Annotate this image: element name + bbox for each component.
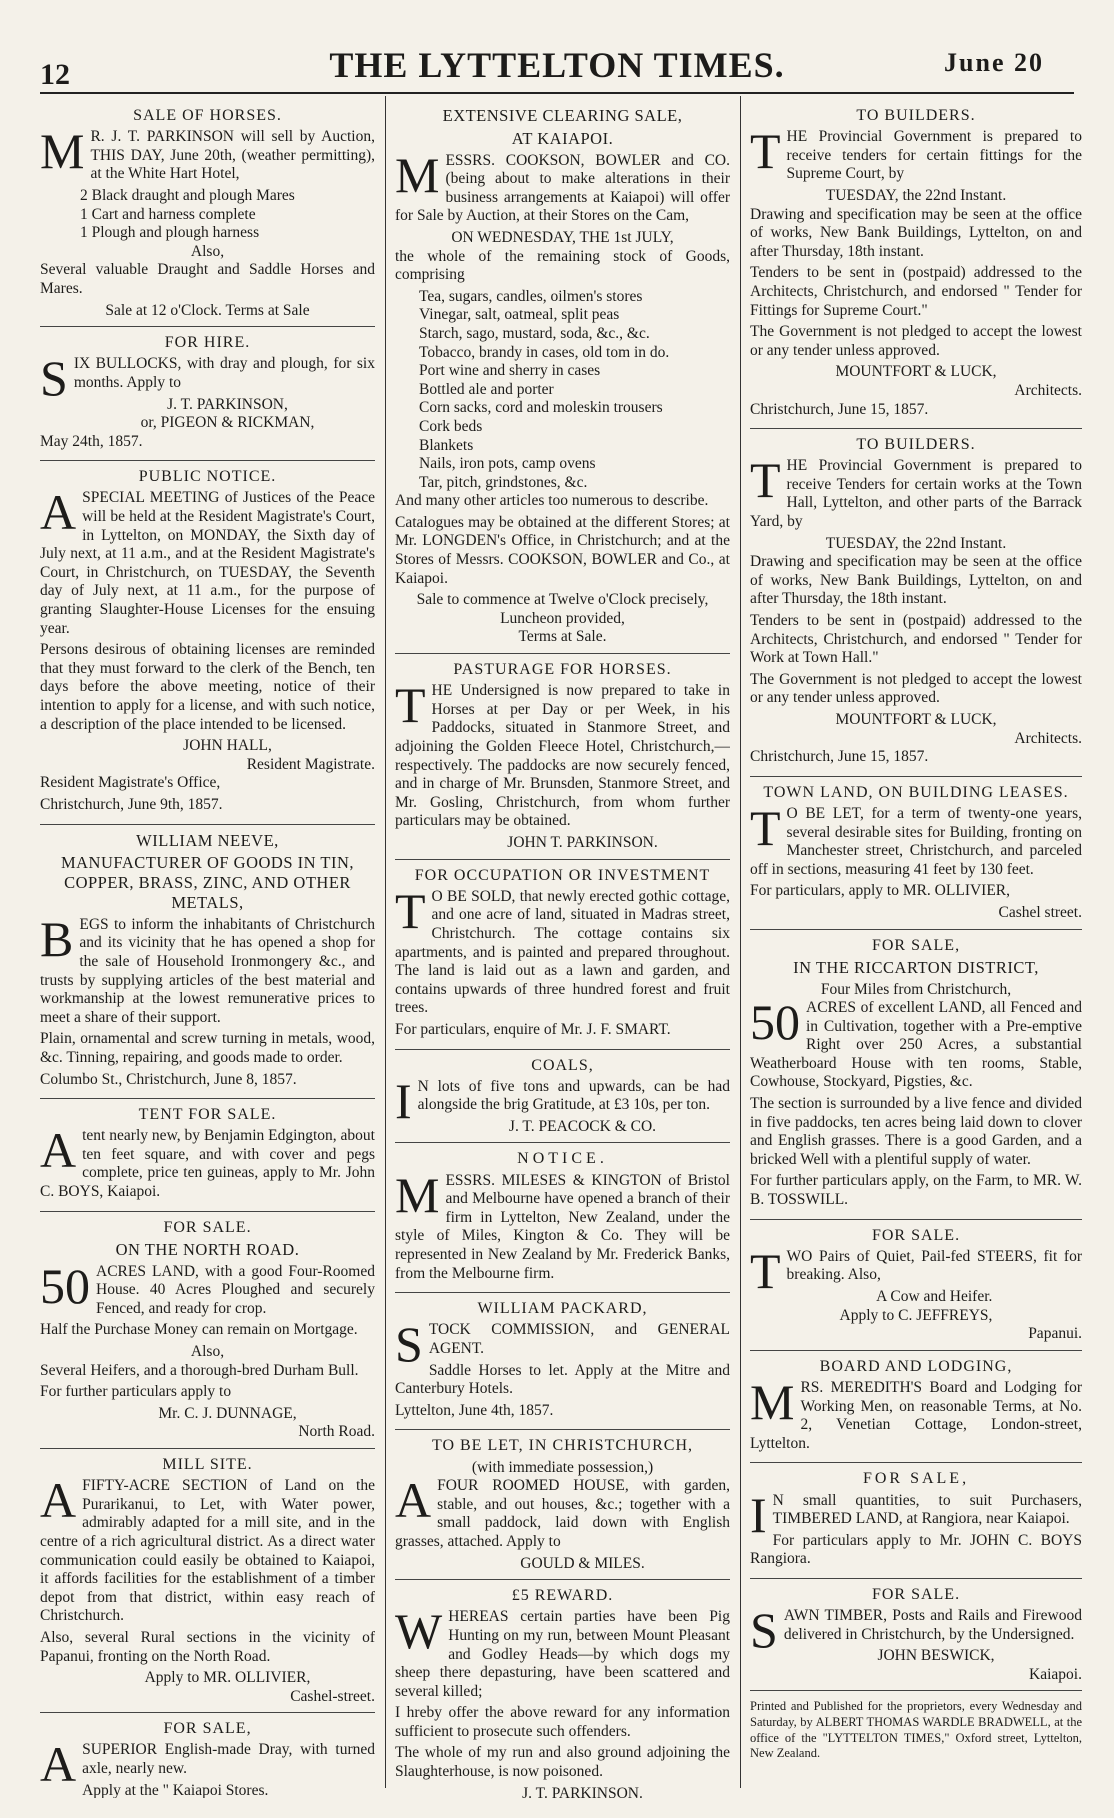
drop-cap: S xyxy=(395,1316,423,1373)
ad-address: Cashel-street. xyxy=(290,1687,375,1705)
ad-signature: JOHN T. PARKINSON. xyxy=(507,833,658,851)
ad-heading: TO BUILDERS. xyxy=(856,107,976,124)
ad-body xyxy=(395,1316,730,1373)
ad-address: Papanui. xyxy=(1028,1325,1082,1343)
ad-office: Resident Magistrate's Office, xyxy=(40,774,221,792)
ad-lead: HE Provincial Government is prepared to receive tenders for certain fittings for the Supreme Court, by xyxy=(786,128,1082,183)
drop-cap: B xyxy=(40,910,74,967)
ad-timbered-land xyxy=(750,1463,1082,1579)
column-1 xyxy=(40,100,375,1798)
ad-apply: Apply at the " Kaiapoi Stores. xyxy=(82,1781,269,1798)
ad-heading: WILLIAM PACKARD, xyxy=(477,1300,648,1318)
ad-body xyxy=(750,1373,1082,1453)
list-item: Tar, pitch, grindstones, &c. xyxy=(419,473,588,491)
ad-text: The section is surrounded by a live fence and divided in five paddocks, ten acres being laid down to clover and English grasses. There is a good Garden, and a bricked Well with a plentiful supply of water. xyxy=(750,1095,1082,1168)
ad-subheading: MANUFACTURER OF GOODS IN TIN, COPPER, BRASS, ZINC, AND OTHER METALS, xyxy=(60,853,355,912)
ad-heading: FOR SALE, xyxy=(871,936,961,954)
ad-reward xyxy=(395,1580,730,1798)
ad-lead: ESSRS. MILESES & KINGTON of Bristol and Melbourne have opened a branch of their firm in Lyttelton, New Zealand, under the style of Miles, Kington & Co. They will be represented in New Zealand by Mr. Frederick Banks, from the Melbourne firm. xyxy=(395,1171,730,1282)
ad-body xyxy=(40,484,375,638)
ad-also: Also, xyxy=(190,242,225,260)
ad-signature: JOHN HALL, xyxy=(183,737,272,755)
ad-heading: £5 REWARD. xyxy=(511,1587,614,1605)
ad-signature: MOUNTFORT & LUCK, xyxy=(835,711,997,728)
ad-text: Catalogues may be obtained at the different Stores; at Mr. LONGDEN's Office, in Christchurch; and at the Stores of Messrs. COOKSON, BOWLER and Co., at Kaiapoi. xyxy=(395,513,730,587)
drop-cap: T xyxy=(395,882,426,939)
ad-subheading-2: Four Miles from Christchurch, xyxy=(820,980,1012,998)
ad-lead: FOUR ROOMED HOUSE, with garden, stable, and out houses, &c.; together with a small paddock, laid down with English grasses, attached. Apply to xyxy=(395,1477,730,1550)
ad-coals xyxy=(395,1050,730,1144)
list-item: Cork beds xyxy=(419,417,483,435)
ad-heading: FOR SALE. xyxy=(871,1226,961,1244)
ad-address: Kaiapoi. xyxy=(1029,1665,1082,1683)
ad-text: Tenders to be sent in (postpaid) addressed to the Architects, Christchurch, and endorsed " Tender for Fittings for Supreme Court." xyxy=(750,264,1082,319)
ad-lead: N small quantities, to suit Purchasers, TIMBERED LAND, at Rangiora, near Kaiapoi. xyxy=(772,1491,1082,1528)
ad-subheading: IN THE RICCARTON DISTRICT, xyxy=(793,957,1039,977)
ad-signature: J. T. PARKINSON. xyxy=(522,1784,643,1798)
ad-heading: MILL SITE. xyxy=(162,1455,253,1473)
ad-text: Persons desirous of obtaining licenses are reminded that they must forward to the clerk of the Bench, ten days before the above meeting, notice of their intention to apply for a license, and with such notice, a description of the place intended to be licensed. xyxy=(40,641,375,733)
ad-lead: HE Undersigned is now prepared to take in Horses at per Day or per Week, in his Paddocks, situated in Stanmore Street, and adjoining the Golden Fleece Hotel, Christchurch,—respectively. The paddocks are now securely fenced, and in charge of Mr. Brunsden, Stanmore Street, and Mr. Gosling, Christchurch, from whom further particulars may be obtained. xyxy=(395,682,730,830)
ad-apply: Apply to C. JEFFREYS, xyxy=(839,1306,993,1324)
drop-cap: I xyxy=(395,1072,412,1129)
ad-body xyxy=(750,799,1082,879)
ad-lead: O BE LET, for a term of twenty-one years, several desirable sites for Building, fronting on Manchester street, Christchurch, and parceled off in sections, measuring 41 feet by 130 feet. xyxy=(750,804,1082,878)
drop-cap: M xyxy=(395,1166,440,1223)
drop-cap: T xyxy=(395,677,426,734)
ad-to-let xyxy=(395,1430,730,1580)
ad-body xyxy=(750,994,1082,1092)
list-item: Tea, sugars, candles, oilmen's stores xyxy=(419,287,643,305)
ad-to-builders-1 xyxy=(750,100,1082,429)
ad-role: Architects. xyxy=(1014,729,1082,747)
ad-subheading: AT KAIAPOI. xyxy=(511,128,614,148)
ad-sawn-timber xyxy=(750,1579,1082,1692)
drop-cap: W xyxy=(395,1603,443,1660)
list-item: Blankets xyxy=(419,436,474,454)
ad-lead: IX BULLOCKS, with dray and plough, for six months. Apply to xyxy=(73,355,375,391)
ad-clearing-sale xyxy=(395,100,730,654)
ad-body xyxy=(40,1257,375,1319)
ad-date: Christchurch, June 9th, 1857. xyxy=(40,795,223,813)
ad-date: TUESDAY, the 22nd Instant. xyxy=(825,186,1007,204)
list-item: Starch, sago, mustard, soda, &c., &c. xyxy=(419,324,650,342)
drop-cap: 50 xyxy=(40,1257,90,1314)
drop-cap: A xyxy=(40,484,77,541)
ad-lead: SUPERIOR English-made Dray, with turned axle, nearly new. xyxy=(82,1741,375,1778)
ad-text: Also, several Rural sections in the vicinity of Papanui, fronting on the North Road. xyxy=(40,1628,375,1665)
ad-role: Architects. xyxy=(1014,381,1082,399)
ad-text: Several Heifers, and a thorough-bred Durham Bull. xyxy=(40,1361,359,1379)
ad-notice xyxy=(395,1143,730,1293)
drop-cap: A xyxy=(40,1472,77,1529)
ad-sale-of-horses xyxy=(40,100,375,327)
ad-lead: EGS to inform the inhabitants of Christchurch and its vicinity that he has opened a shop for the sale of Household Ironmongery &c., and trusts by supplying articles of the best material and workmanship at the lowest remunerative prices to meet a share of their support. xyxy=(40,915,375,1026)
ad-signature: Mr. C. J. DUNNAGE, xyxy=(158,1404,297,1422)
ad-body xyxy=(750,1486,1082,1543)
ad-signature: J. T. PARKINSON, xyxy=(167,395,288,413)
ad-lead: N lots of five tons and upwards, can be had alongside the brig Gratitude, at £3 10s, per ton. xyxy=(417,1077,730,1114)
ad-heading: EXTENSIVE CLEARING SALE, xyxy=(442,106,683,125)
ad-subheading: (with immediate possession,) xyxy=(471,1458,654,1476)
ad-text: Several valuable Draught and Saddle Horses and Mares. xyxy=(40,261,375,297)
ad-heading: FOR SALE. xyxy=(871,1585,961,1603)
ad-heading: PASTURAGE FOR HORSES. xyxy=(453,661,672,679)
ad-text: I hreby offer the above reward for any information sufficient to prosecute such offenders. xyxy=(395,1704,730,1740)
drop-cap: S xyxy=(750,1602,778,1659)
ad-body xyxy=(750,452,1082,531)
ad-public-notice xyxy=(40,461,375,824)
drop-cap: S xyxy=(40,350,68,407)
ad-role: Resident Magistrate. xyxy=(246,755,375,773)
ad-lead: HEREAS certain parties have been Pig Hunting on my run, between Mount Pleasant and Godley Heads—by which dogs my sheep there depasturing, have been scattered and several killed; xyxy=(395,1608,730,1700)
ad-heading: TENT FOR SALE. xyxy=(138,1106,277,1124)
ad-lead: tent nearly new, by Benjamin Edgington, about ten feet square, and with cover and pegs complete, price ten guineas, apply to Mr. John C. BOYS, Kaiapoi. xyxy=(40,1127,375,1201)
ad-pasturage xyxy=(395,654,730,860)
list-item: Port wine and sherry in cases xyxy=(419,362,601,380)
masthead xyxy=(0,38,1114,98)
ad-terms: Sale at 12 o'Clock. Terms at Sale xyxy=(105,301,310,319)
drop-cap: T xyxy=(750,452,781,509)
column-rule xyxy=(385,96,386,1788)
ad-heading: FOR HIRE. xyxy=(164,334,251,352)
ad-terms: Terms at Sale. xyxy=(518,628,607,646)
ad-heading: TO BE LET, IN CHRISTCHURCH, xyxy=(431,1437,694,1455)
ad-heading: TO BUILDERS. xyxy=(856,436,976,454)
ad-william-neeve xyxy=(40,825,375,1100)
ad-lunch: Luncheon provided, xyxy=(500,609,625,627)
ad-apply: For particulars, apply to MR. OLLIVIER, xyxy=(750,882,1011,900)
drop-cap: M xyxy=(750,1373,795,1430)
ad-text: The Government is not pledged to accept the lowest or any tender unless approved. xyxy=(750,670,1082,707)
ad-lead: O BE SOLD, that newly erected gothic cottage, and one acre of land, situated in Madras street, Christchurch. The cottage contains six apartments, and is painted and prepared throughout. The land is laid out as a lawn and garden, and contains upwards of three hundred forest and fruit trees. xyxy=(395,887,730,1017)
drop-cap: T xyxy=(750,1242,781,1299)
ad-town-land xyxy=(750,777,1082,930)
ad-heading: BOARD AND LODGING, xyxy=(819,1357,1013,1375)
header-rule xyxy=(40,92,1074,94)
ad-apply: For particulars, enquire of Mr. J. F. SMART. xyxy=(395,1020,671,1038)
ad-body xyxy=(40,1122,375,1201)
column-2 xyxy=(395,100,730,1798)
ad-board-lodging xyxy=(750,1351,1082,1464)
drop-cap: A xyxy=(395,1472,432,1529)
ad-text: Saddle Horses to let. Apply at the Mitre and Canterbury Hotels. xyxy=(395,1361,730,1398)
ad-heading: FOR SALE. xyxy=(163,1218,252,1236)
ad-text: The whole of my run and also ground adjoining the Slaughterhouse, is now poisoned. xyxy=(395,1744,730,1781)
ad-text: Drawing and specification may be seen at the office of works, New Bank Buildings, Lyttelton, on and after Thursday, 18th instant. xyxy=(750,205,1082,260)
ad-signature: GOULD & MILES. xyxy=(520,1554,645,1572)
ad-text: Half the Purchase Money can remain on Mortgage. xyxy=(40,1321,358,1339)
drop-cap: I xyxy=(750,1486,767,1543)
drop-cap: T xyxy=(750,799,781,856)
ad-body xyxy=(395,1603,730,1701)
ad-apply: For further particulars apply, on the Farm, to MR. W. B. TOSSWILL. xyxy=(750,1172,1082,1209)
ad-heading: SALE OF HORSES. xyxy=(133,107,282,124)
ad-north-road xyxy=(40,1212,375,1449)
ad-occupation xyxy=(395,860,730,1050)
ad-address: Cashel street. xyxy=(998,903,1082,921)
ad-lead: RS. MEREDITH'S Board and Lodging for Working Men, on reasonable Terms, at No. 2, Venetian Cottage, London-street, Lyttelton. xyxy=(750,1378,1082,1452)
ad-lead: R. J. T. PARKINSON will sell by Auction, THIS DAY, June 20th, (weather permitting), at the White Hart Hotel, xyxy=(90,128,375,183)
ad-date: Lyttelton, June 4th, 1857. xyxy=(395,1401,554,1419)
ad-text: Tenders to be sent in (postpaid) addressed to the Architects, Christchurch, and endorsed " Tender for Work at Town Hall." xyxy=(750,612,1082,667)
ad-text: And many other articles too numerous to describe. xyxy=(395,492,709,510)
ad-heading: FOR OCCUPATION OR INVESTMENT xyxy=(414,866,711,884)
ad-body xyxy=(395,882,730,1018)
drop-cap: A xyxy=(40,1736,77,1793)
list-item: 2 Black draught and plough Mares xyxy=(80,186,295,204)
ad-body xyxy=(40,1472,375,1626)
ad-heading: PUBLIC NOTICE. xyxy=(138,468,277,486)
ad-heading: TOWN LAND, ON BUILDING LEASES. xyxy=(763,783,1069,801)
ad-heading: WILLIAM NEEVE, xyxy=(136,830,279,850)
ad-signature: MOUNTFORT & LUCK, xyxy=(835,363,997,381)
ad-subheading: ON THE NORTH ROAD. xyxy=(115,1239,300,1259)
list-item: Nails, iron pots, camp ovens xyxy=(419,455,596,473)
ad-lead: SPECIAL MEETING of Justices of the Peace will be held at the Resident Magistrate's Court, in Lyttelton, on MONDAY, the Sixth day of July next, at 11 a.m., and at the Resident Magistrate's Court, in Christchurch, on TUESDAY, the Seventh day of July next, at 11 a.m., for the purpose of granting Slaughter-House Licenses for the ensuing year. xyxy=(40,489,375,637)
ad-to-builders-2 xyxy=(750,429,1082,777)
ad-lead: FIFTY-ACRE SECTION of Land on the Purarikanui, to Let, with Water power, admirably adapted for a mill site, and in the centre of a rich agricultural district. As a direct water communication could easily be obtained to Kaiapoi, it affords facilities for the establishment of a timber depot from that district, within easy reach of Christchurch. xyxy=(40,1477,375,1625)
printer-imprint: Printed and Published for the proprietors, every Wednesday and Saturday, by ALBERT THOMAS WARDLE BRADWELL, at the office of the "LYTTELTON TIMES," Oxford street, Lyttelton, New Zealand. xyxy=(750,1699,1082,1761)
ad-text: Drawing and specification may be seen at the office of works, New Bank Buildings, Lyttelton, on and after Thursday, the 18th instant. xyxy=(750,553,1082,608)
ad-lead: ESSRS. COOKSON, BOWLER and CO. (being about to make alterations in their business arrangements at Kaiapoi) will offer for Sale by Auction, at their Stores on the Cam, xyxy=(395,151,730,225)
ad-date: TUESDAY, the 22nd Instant. xyxy=(825,534,1007,552)
ad-lead: WO Pairs of Quiet, Pail-fed STEERS, fit for breaking. Also, xyxy=(786,1247,1082,1284)
ad-lead: HE Provincial Government is prepared to receive Tenders for certain works at the Town Hall, Lyttelton, and other parts of the Barrack Yard, by xyxy=(750,457,1082,531)
list-item: 1 Plough and plough harness xyxy=(80,224,260,242)
ad-text: The Government is not pledged to accept the lowest or any tender unless approved. xyxy=(750,323,1082,359)
ad-body xyxy=(395,1472,730,1551)
list-item: Vinegar, salt, oatmeal, split peas xyxy=(419,306,620,324)
drop-cap: M xyxy=(395,146,440,203)
ad-heading: FOR SALE, xyxy=(163,1720,252,1738)
column-rule xyxy=(740,96,741,1788)
ad-for-hire xyxy=(40,327,375,461)
ad-text: Plain, ornamental and screw turning in metals, wood, &c. Tinning, repairing, and goods made to order. xyxy=(40,1030,375,1066)
ad-dray-for-sale xyxy=(40,1713,375,1798)
drop-cap: M xyxy=(40,123,85,180)
ad-apply: Apply to MR. OLLIVIER, xyxy=(144,1669,311,1687)
page-number: 12 xyxy=(40,58,70,91)
ad-date: ON WEDNESDAY, THE 1st JULY, xyxy=(451,228,674,246)
ad-body xyxy=(750,123,1082,184)
ad-body xyxy=(40,910,375,1028)
ad-packard xyxy=(395,1293,730,1430)
ad-text: the whole of the remaining stock of Goods, comprising xyxy=(395,247,730,284)
ad-heading: COALS, xyxy=(531,1056,594,1074)
ad-lead: ACRES LAND, with a good Four-Roomed House. 40 Acres Ploughed and securely Fenced, and ready for crop. xyxy=(96,1262,375,1317)
ad-body xyxy=(395,1166,730,1284)
newspaper-title: THE LYTTELTON TIMES. xyxy=(329,45,785,85)
ad-apply: For particulars apply to Mr. JOHN C. BOYS Rangiora. xyxy=(750,1531,1082,1568)
ad-body xyxy=(395,677,730,831)
ad-tent-for-sale xyxy=(40,1099,375,1212)
ad-also: A Cow and Heifer. xyxy=(876,1288,993,1306)
ad-heading: NOTICE. xyxy=(517,1150,608,1168)
drop-cap: 50 xyxy=(750,994,800,1051)
ad-signature: JOHN BESWICK, xyxy=(877,1647,995,1665)
ad-time: Sale to commence at Twelve o'Clock precisely, xyxy=(416,591,709,609)
ad-apply: For further particulars apply to xyxy=(40,1383,232,1401)
list-item: 1 Cart and harness complete xyxy=(80,205,256,223)
ad-also: Also, xyxy=(190,1343,225,1361)
drop-cap: A xyxy=(40,1122,77,1179)
ad-date: Columbo St., Christchurch, June 8, 1857. xyxy=(40,1070,297,1088)
column-3 xyxy=(750,100,1082,1798)
drop-cap: T xyxy=(750,123,781,180)
issue-date: June 20 xyxy=(944,48,1044,77)
ad-address: North Road. xyxy=(298,1423,375,1441)
ad-lead: TOCK COMMISSION, and GENERAL AGENT. xyxy=(428,1321,730,1357)
ad-lead: AWN TIMBER, Posts and Rails and Firewood delivered in Christchurch, by the Undersigned. xyxy=(783,1607,1082,1643)
ad-riccarton xyxy=(750,930,1082,1220)
list-item: Corn sacks, cord and moleskin trousers xyxy=(419,399,663,417)
ad-heading: FOR SALE, xyxy=(862,1470,970,1488)
ad-lead: ACRES of excellent LAND, all Fenced and in Cultivation, together with a Pre-emptive Right over 250 Acres, a substantial Weatherboard House with ten rooms, Stable, Cowhouse, Stockyard, Pigsties, &c. xyxy=(750,999,1082,1091)
ad-mill-site xyxy=(40,1449,375,1713)
ad-date: May 24th, 1857. xyxy=(40,432,143,450)
list-item: Tobacco, brandy in cases, old tom in do. xyxy=(419,343,670,361)
ad-body xyxy=(40,123,375,184)
ad-date-place: Christchurch, June 15, 1857. xyxy=(750,748,929,766)
ad-steers xyxy=(750,1220,1082,1351)
ad-body xyxy=(395,146,730,226)
ad-date-place: Christchurch, June 15, 1857. xyxy=(750,400,929,418)
ad-signature-alt: or, PIGEON & RICKMAN, xyxy=(140,414,315,432)
list-item: Bottled ale and porter xyxy=(419,380,554,398)
ad-signature: J. T. PEACOCK & CO. xyxy=(508,1117,657,1135)
